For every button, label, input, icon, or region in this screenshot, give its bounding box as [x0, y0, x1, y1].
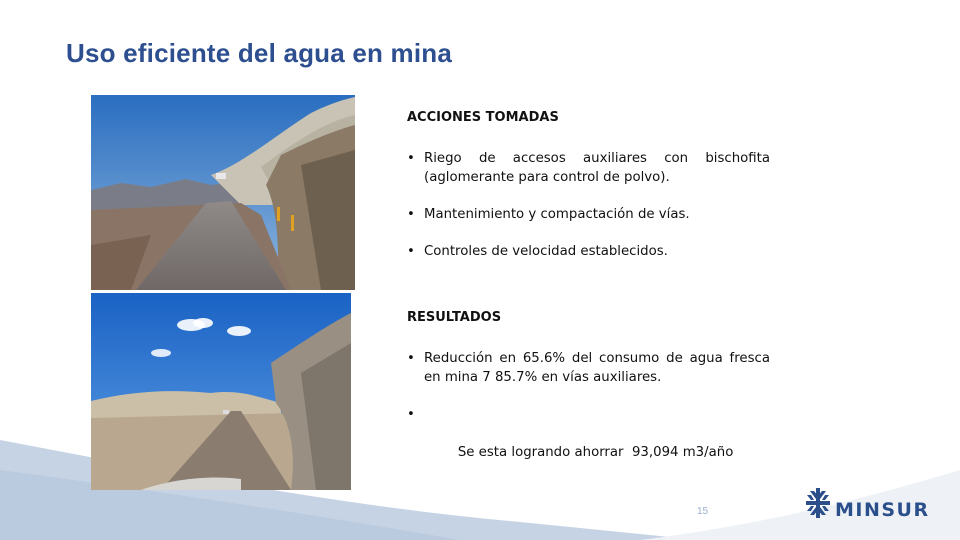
bullet-icon: • — [407, 351, 415, 366]
actions-heading: ACCIONES TOMADAS — [407, 110, 559, 125]
page-title: Uso eficiente del agua en mina — [66, 38, 452, 68]
logo-text: MINSUR — [835, 499, 930, 521]
list-item-text: Mantenimiento y compactación de vías. — [424, 207, 690, 222]
content-column — [407, 108, 770, 460]
bullet-icon: • — [407, 207, 415, 222]
photo-mine-road-lower — [91, 293, 351, 490]
bullet-icon: • — [407, 244, 415, 259]
minsur-logo — [805, 486, 935, 526]
list-item — [407, 405, 770, 481]
bullet-icon: • — [407, 407, 415, 422]
list-item-text: Reducción en 65.6% del consumo de agua fresca en mina 7 85.7% en vías auxiliares. — [424, 351, 770, 385]
list-item-text: Se esta logrando ahorrar 93,094 m3/año — [457, 445, 734, 460]
section-actions — [407, 108, 770, 261]
results-heading: RESULTADOS — [407, 310, 502, 325]
list-item-text: Controles de velocidad establecidos. — [424, 244, 668, 259]
list-item-text: Riego de accesos auxiliares con bischofita (aglomerante para control de polvo). — [424, 151, 770, 185]
section-results — [407, 308, 770, 499]
list-item — [407, 205, 770, 224]
page-number: 15 — [697, 506, 709, 517]
minsur-snowflake-icon — [805, 486, 831, 520]
list-item — [407, 349, 770, 387]
list-item — [407, 149, 770, 187]
list-item — [407, 242, 770, 261]
bullet-icon: • — [407, 151, 415, 166]
photo-mine-road-upper — [91, 95, 355, 290]
